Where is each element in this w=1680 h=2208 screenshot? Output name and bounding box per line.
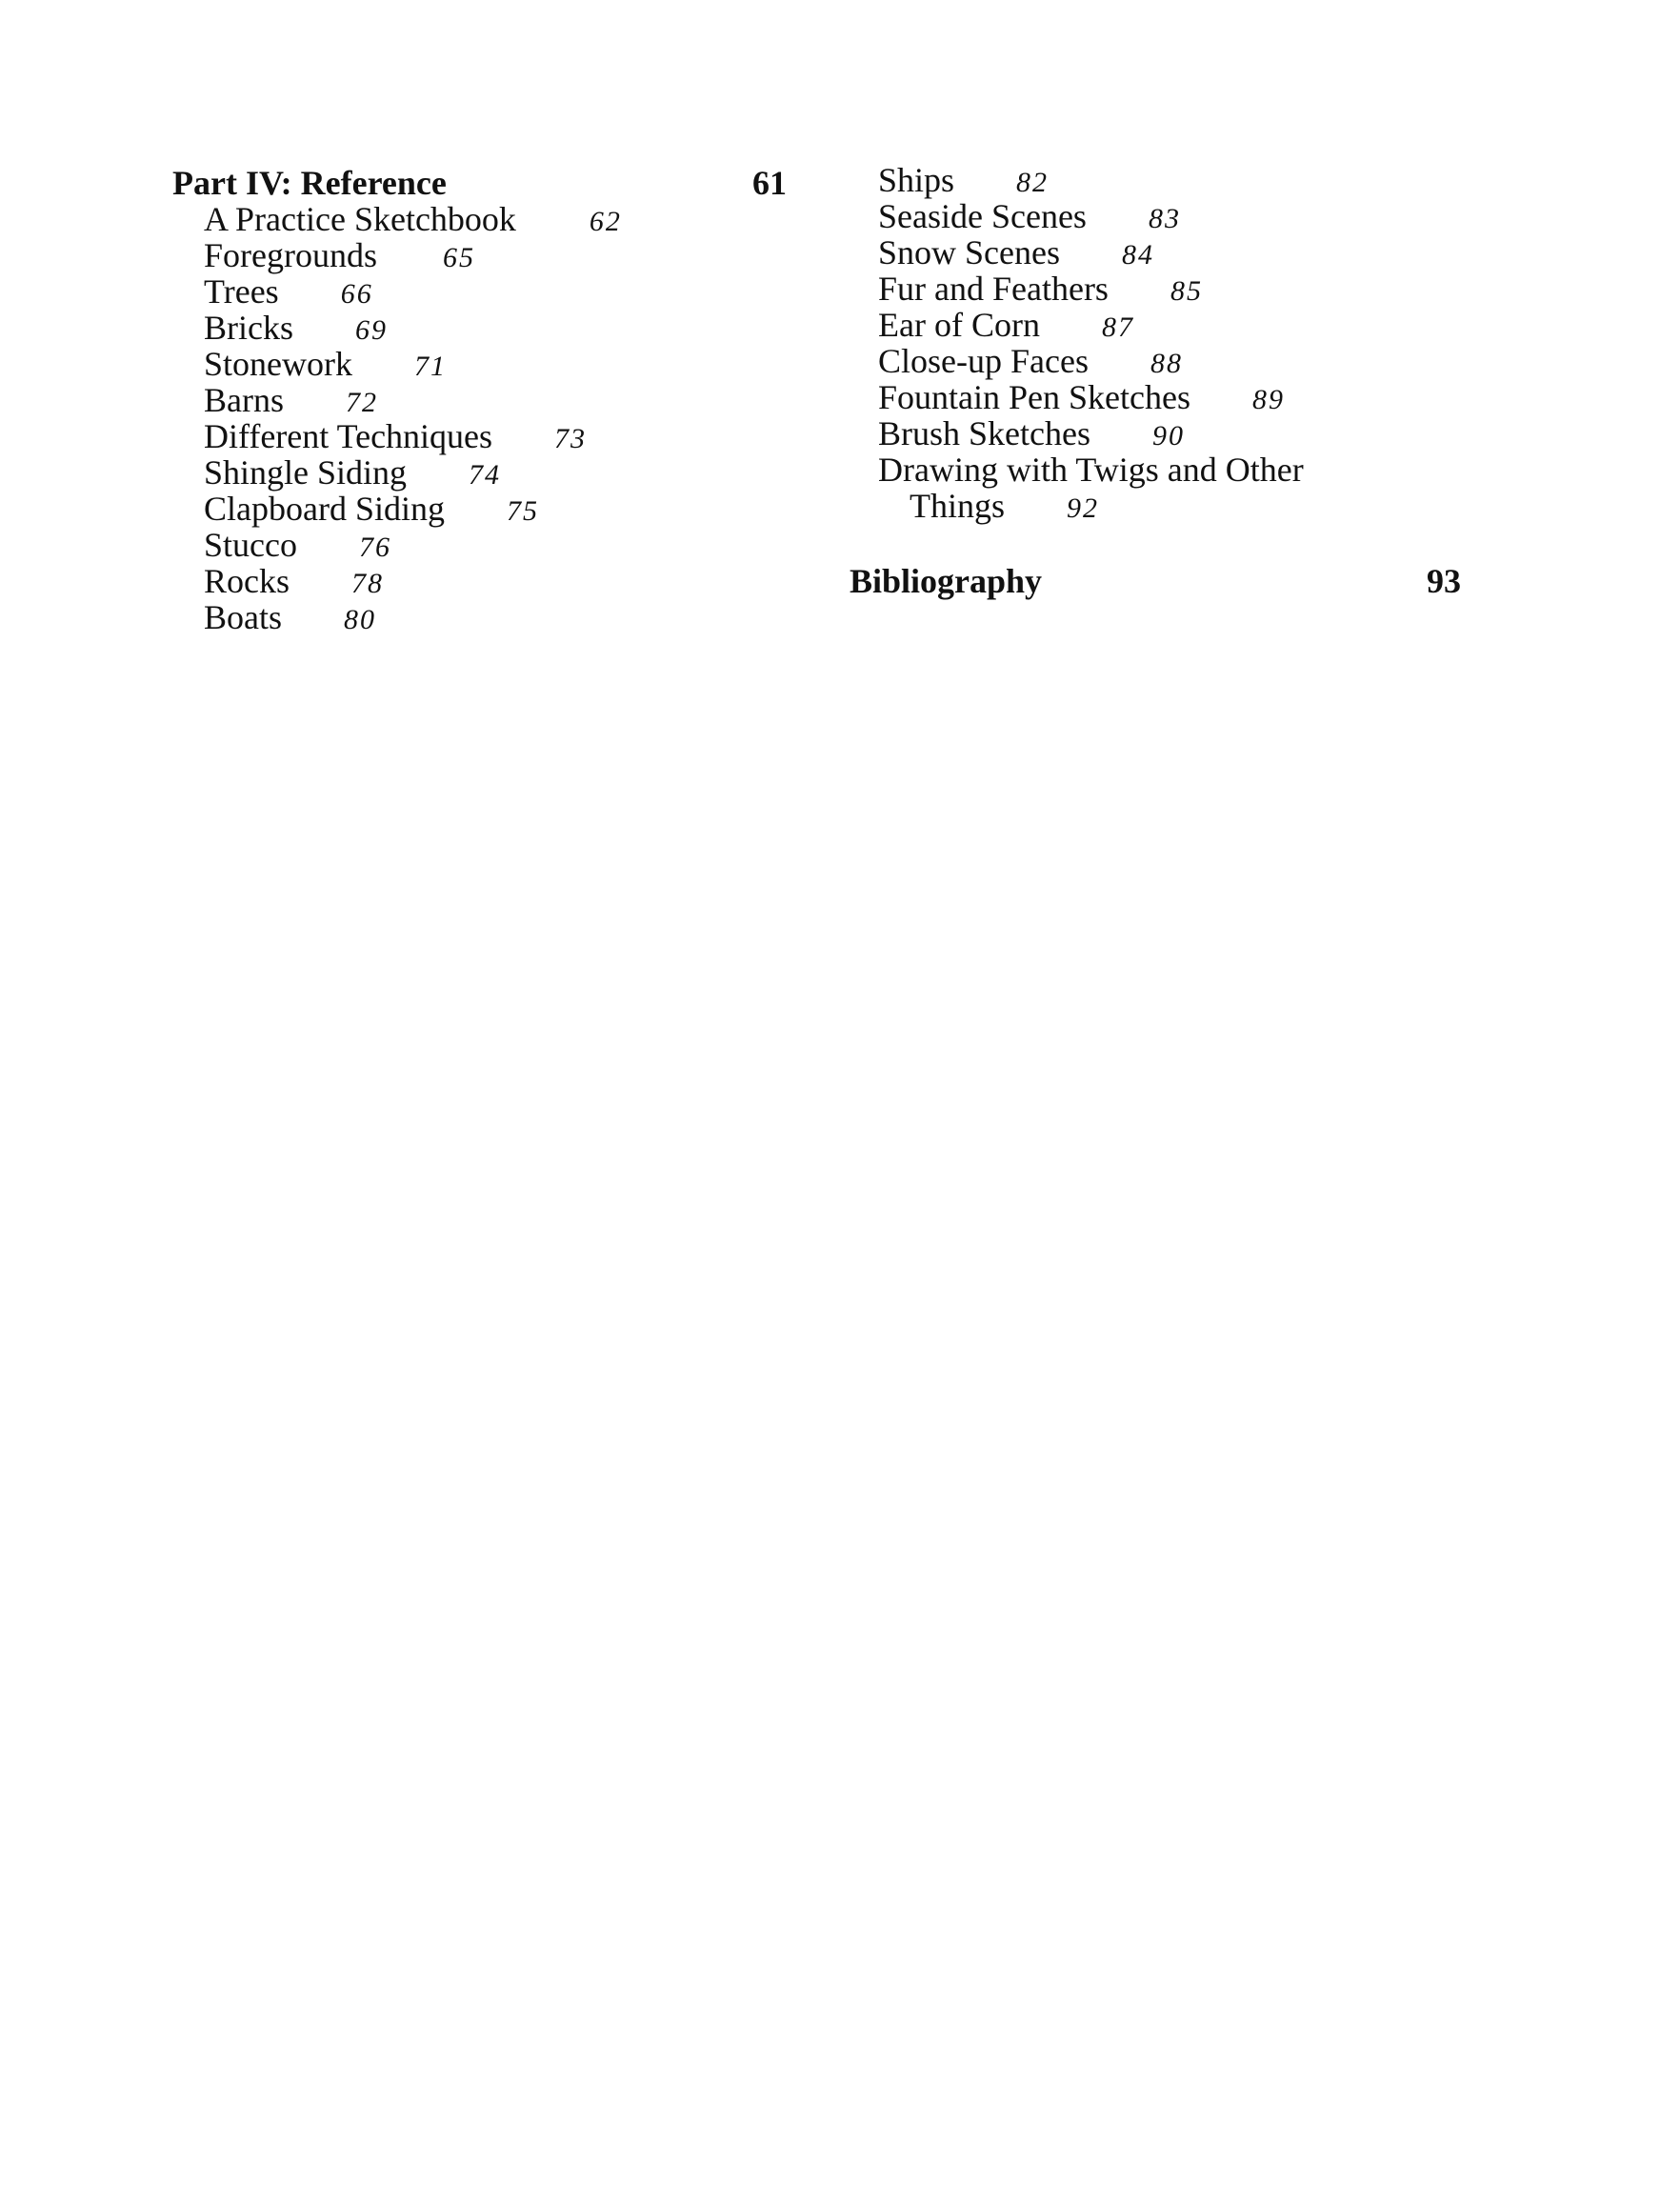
toc-entry-label: Ear of Corn [878, 306, 1040, 344]
toc-entry-page: 72 [346, 387, 378, 418]
toc-entry-page: 84 [1122, 239, 1154, 271]
toc-entry-page: 82 [1016, 167, 1050, 198]
toc-entry-page: 65 [443, 242, 475, 273]
toc-entry [204, 346, 447, 385]
toc-entry-page: 66 [340, 278, 373, 310]
toc-entry-page: 87 [1101, 311, 1134, 343]
toc-entry [878, 198, 1181, 237]
toc-entry-page: 74 [469, 459, 502, 491]
toc-entry [878, 415, 1185, 454]
toc-entry-label: Drawing with Twigs and Other [878, 451, 1304, 489]
toc-entry [878, 162, 1049, 201]
toc-entry [204, 201, 622, 240]
part-title: Part IV: Reference [172, 164, 447, 202]
toc-entry [204, 454, 501, 493]
toc-entry [910, 488, 1099, 527]
toc-entry-page: 83 [1148, 203, 1181, 234]
toc-entry-label: A Practice Sketchbook [204, 200, 516, 238]
toc-entry [204, 599, 376, 638]
toc-entry-label: Boats [204, 598, 283, 636]
toc-entry-label: Shingle Siding [204, 453, 408, 492]
toc-entry-label: Snow Scenes [878, 233, 1060, 271]
toc-entry-page: 71 [414, 351, 447, 382]
toc-entry-label: Foregrounds [204, 236, 377, 274]
toc-entry-page: 78 [351, 568, 384, 599]
toc-entry-label: Different Techniques [204, 417, 493, 455]
toc-entry-label: Fountain Pen Sketches [878, 378, 1190, 416]
toc-left-column [0, 0, 838, 686]
toc-entry-label: Rocks [204, 562, 290, 600]
toc-entry-label: Clapboard Siding [204, 490, 445, 528]
toc-entry [204, 527, 391, 566]
toc-entry-page: 62 [589, 206, 622, 237]
toc-entry-page: 80 [344, 604, 377, 635]
toc-entry-label: Close-up Faces [878, 342, 1089, 380]
part-page-number: 61 [752, 164, 787, 202]
toc-entry-label: Trees [204, 272, 279, 311]
toc-entry-page: 76 [358, 532, 391, 563]
toc-entry-page: 90 [1151, 420, 1185, 452]
toc-entry-label: Stonework [204, 345, 352, 383]
bibliography-title: Bibliography [850, 562, 1043, 600]
toc-entry-page: 75 [506, 495, 539, 527]
toc-entry [204, 273, 373, 312]
toc-entry [204, 491, 539, 530]
toc-entry-label: Seaside Scenes [878, 197, 1087, 235]
toc-entry [204, 237, 475, 276]
toc-entry-label: Bricks [204, 309, 293, 347]
toc-entry [204, 563, 384, 602]
toc-entry-label: Things [910, 487, 1006, 525]
toc-entry-page: 69 [355, 314, 388, 346]
toc-entry [204, 418, 587, 457]
toc-entry-label: Stucco [204, 526, 297, 564]
toc-entry-page: 92 [1067, 492, 1100, 524]
toc-entry-page: 73 [554, 423, 588, 454]
toc-entry [878, 343, 1183, 382]
toc-entry [878, 234, 1154, 273]
toc-entry-page: 88 [1150, 348, 1183, 379]
bibliography-page-number: 93 [1427, 562, 1461, 600]
toc-entry-label: Brush Sketches [878, 414, 1090, 452]
toc-entry-page: 89 [1251, 384, 1285, 415]
toc-entry [878, 271, 1203, 310]
toc-entry [204, 310, 388, 349]
toc-entry-label: Fur and Feathers [878, 270, 1109, 308]
toc-entry-label: Ships [878, 161, 955, 199]
toc-entry [878, 452, 1304, 488]
toc-entry-label: Barns [204, 381, 284, 419]
toc-entry [878, 379, 1285, 418]
toc-entry [878, 307, 1134, 346]
toc-entry-page: 85 [1170, 275, 1203, 307]
toc-entry [204, 382, 378, 421]
